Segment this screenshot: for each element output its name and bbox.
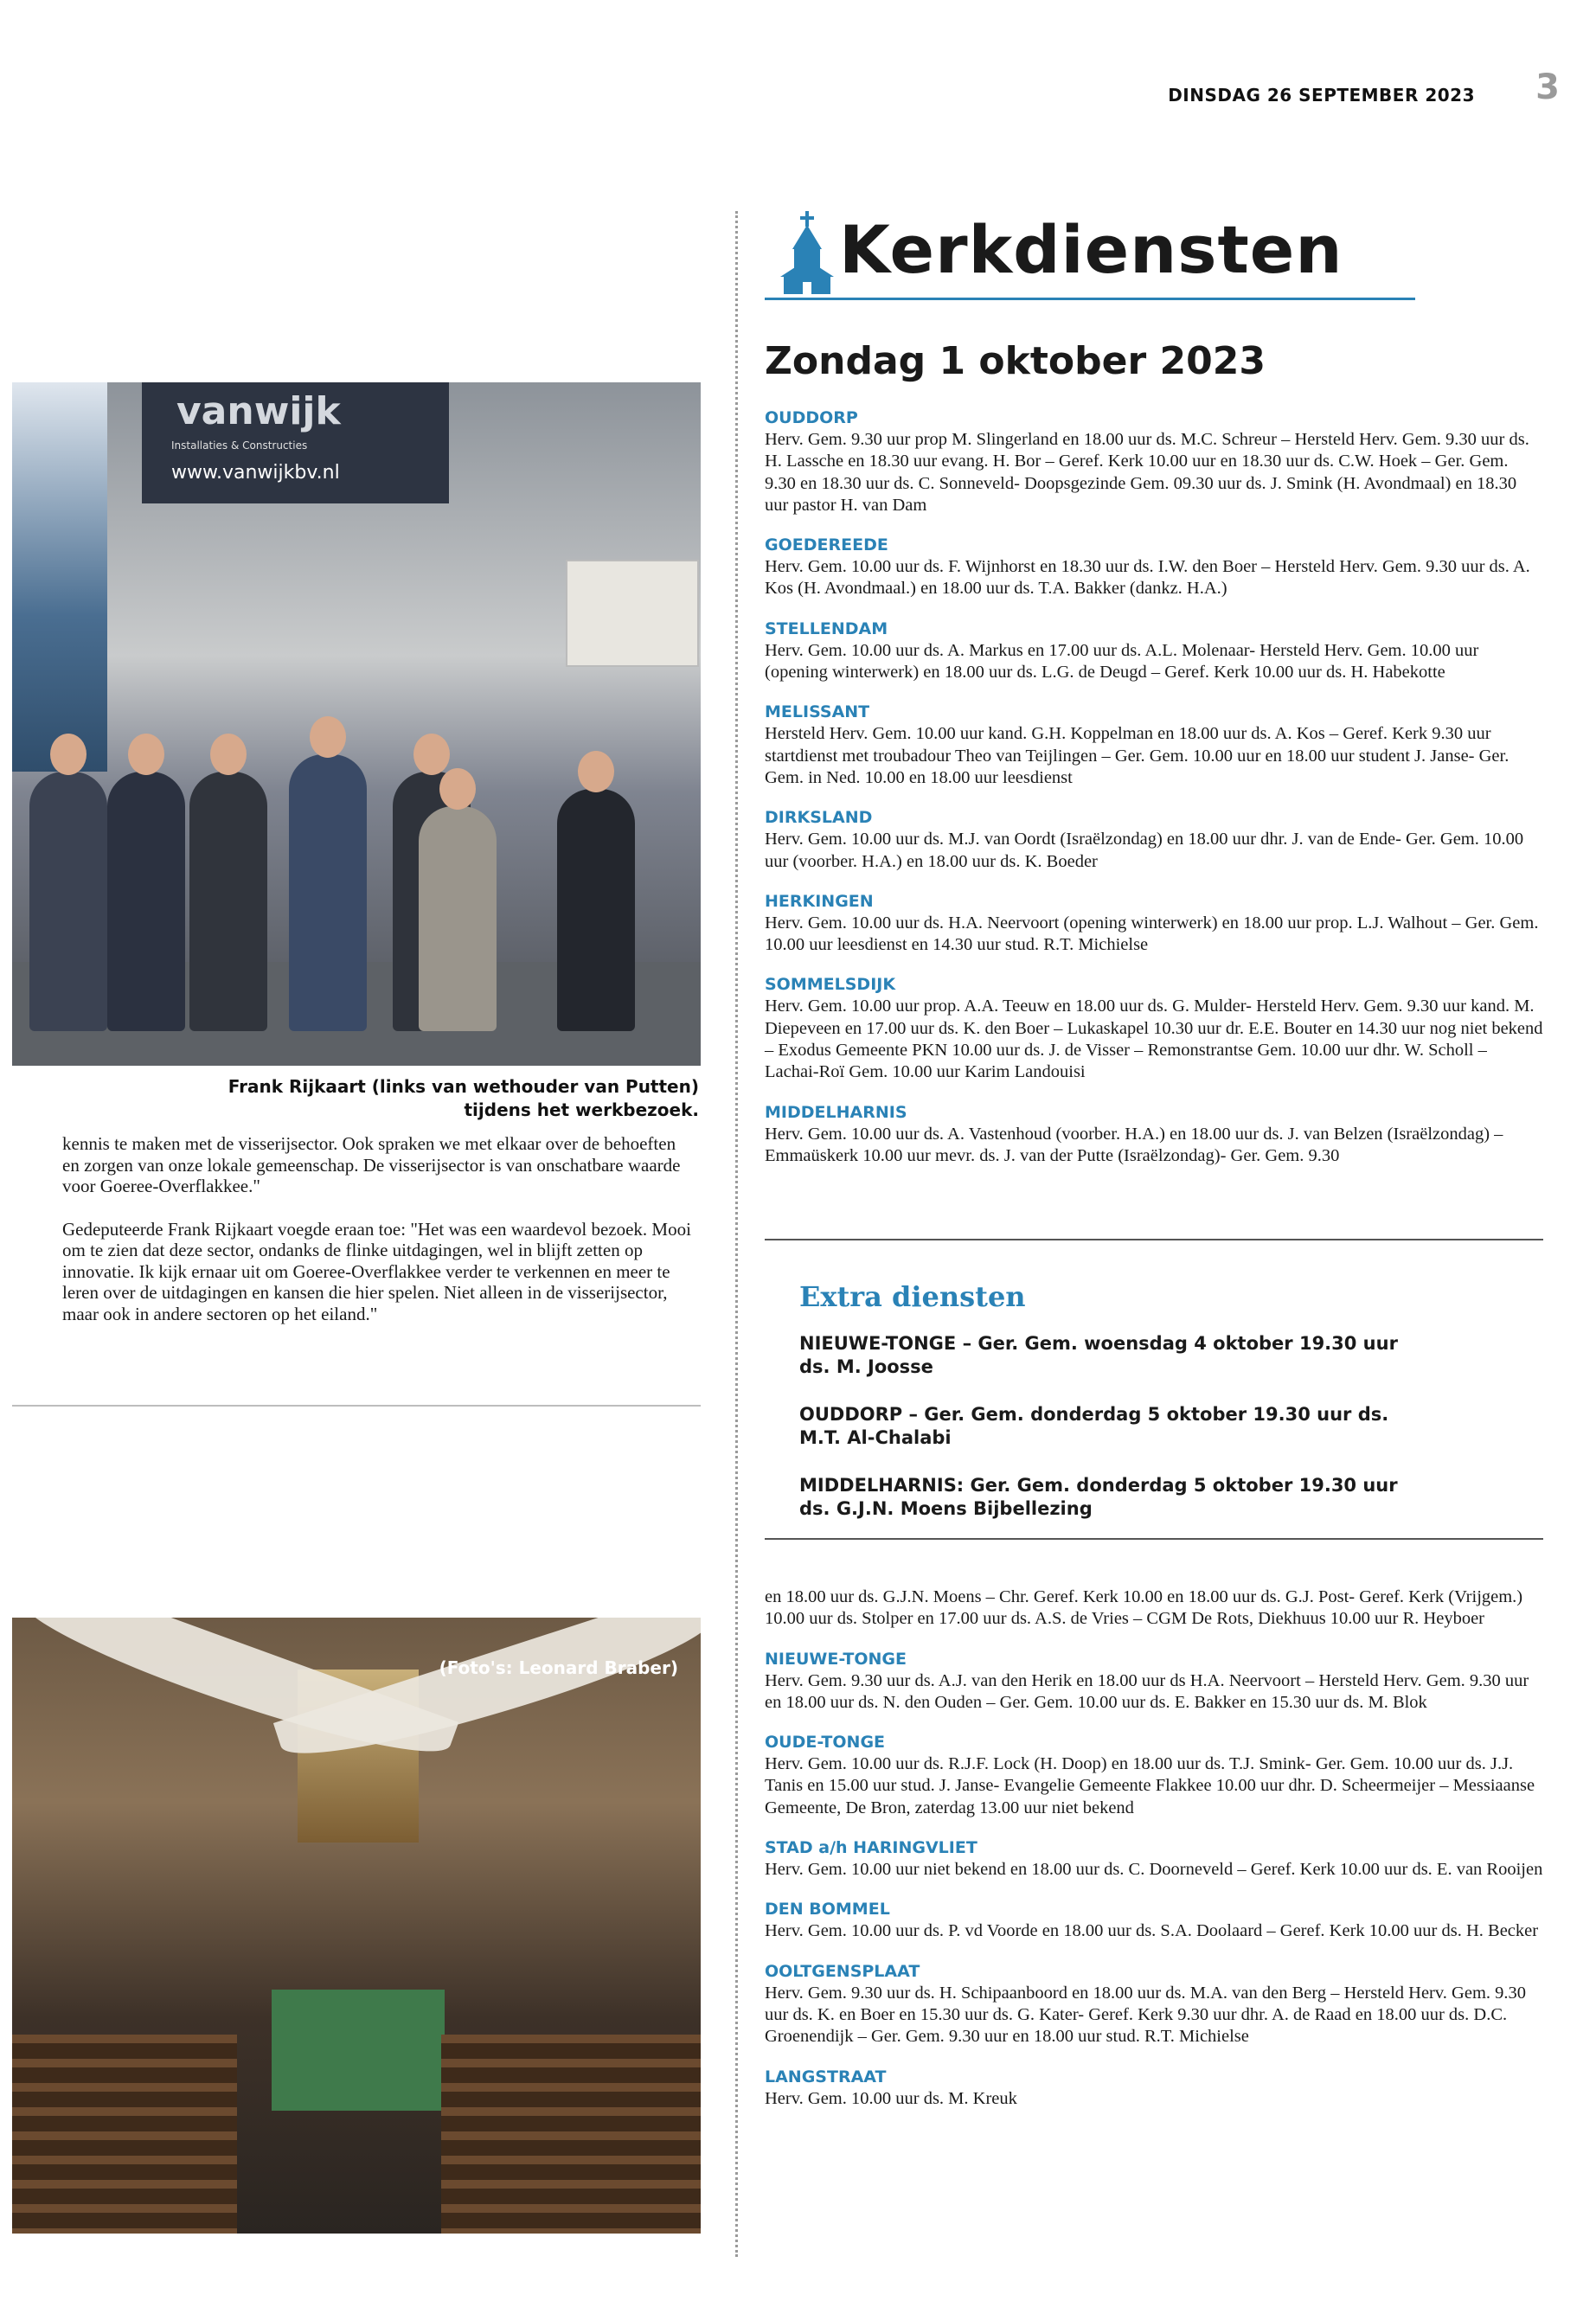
place-name: OOLTGENSPLAAT: [765, 1961, 920, 1981]
service-details: Herv. Gem. 10.00 uur niet bekend en 18.00 uur ds. C. Doorneveld – Geref. Kerk 10.00 uur ds. E. van Rooijen: [765, 1860, 1543, 1880]
header-date: DINSDAG 26 SEPTEMBER 2023: [1168, 85, 1475, 106]
altar: [272, 1990, 445, 2111]
extra-service-item: NIEUWE-TONGE – Ger. Gem. woensdag 4 oktober 19.30 uur ds. M. Joosse: [799, 1333, 1398, 1377]
service-entry: [765, 2066, 1543, 2110]
continued-service-text: en 18.00 uur ds. G.J.N. Moens – Chr. Geref. Kerk 10.00 en 18.00 uur ds. G.J. Post- Geref. Kerk (Vrijgem.) 10.00 uur ds. Stolper en 17.00 uur ds. A.S. de Vries – CGM De Rots, Diekhuus 10.00 uur R. Heyboer: [765, 1587, 1523, 1629]
church-service-photo: [12, 1618, 701, 2234]
service-details: Herv. Gem. 10.00 uur ds. F. Wijnhorst en 18.30 uur ds. I.W. den Boer – Hersteld Herv. Gem. 9.30 uur ds. A. Kos (H. Avondmaal.) en 18.00 uur ds. T.A. Bakker (dankz. H.A.): [765, 557, 1530, 599]
service-details: Herv. Gem. 10.00 uur ds. M. Kreuk: [765, 2088, 1017, 2108]
extra-service-item: MIDDELHARNIS: Ger. Gem. donderdag 5 oktober 19.30 uur ds. G.J.N. Moens Bijbellezing: [799, 1475, 1398, 1519]
person-figure: [189, 772, 267, 1031]
service-details: Herv. Gem. 10.00 uur ds. M.J. van Oordt (Israëlzondag) en 18.00 uur dhr. J. van de Ende- Ger. Gem. 10.00 uur (voorber. H.A.) en 18.00 uur ds. K. Boeder: [765, 830, 1524, 871]
service-entry: [765, 890, 1543, 957]
service-entry: [765, 407, 1543, 516]
place-name: SOMMELSDIJK: [765, 975, 896, 995]
service-entry: [765, 1731, 1543, 1819]
company-banner: [142, 382, 449, 503]
service-details: Herv. Gem. 9.30 uur prop M. Slingerland en 18.00 uur ds. M.C. Schreur – Hersteld Herv. Gem. 9.30 uur ds. H. Lassche en 18.30 uur evang. H. Bor – Geref. Kerk 10.00 uur en 18.30 uur ds. C.W. Hoek – Ger. Gem. 9.30 en 18.30 uur ds. C. Sonneveld- Doopsgezinde Gem. 09.30 uur ds. J. Smink (H. Avondmaal) en 18.30 uur pastor H. van Dam: [765, 430, 1529, 515]
workvisit-photo: [12, 382, 701, 1066]
place-name: DEN BOMMEL: [765, 1900, 890, 1920]
place-name: LANGSTRAAT: [765, 2067, 887, 2086]
place-name: STAD a/h HARINGVLIET: [765, 1838, 977, 1858]
place-name: MELISSANT: [765, 702, 870, 722]
date-heading: Zondag 1 oktober 2023: [765, 339, 1266, 383]
photo-caption: Frank Rijkaart (links van wethouder van Putten) tijdens het werkbezoek.: [228, 1076, 699, 1120]
service-entry: [765, 1648, 1543, 1715]
place-name: MIDDELHARNIS: [765, 1102, 907, 1122]
place-name: HERKINGEN: [765, 891, 874, 911]
service-details: Herv. Gem. 10.00 uur ds. A. Vastenhoud (voorber. H.A.) en 18.00 uur ds. J. van Belzen (Israëlzondag) – Emmaüskerk 10.00 uur mevr. ds. J. van der Putte (Israëlzondag)- Ger. Gem. 9.30: [765, 1124, 1503, 1165]
person-figure: [419, 806, 497, 1031]
service-entry: [765, 973, 1543, 1083]
extra-service-item: OUDDORP – Ger. Gem. donderdag 5 oktober 19.30 uur ds. M.T. Al-Chalabi: [799, 1404, 1389, 1448]
service-details: Hersteld Herv. Gem. 10.00 uur kand. G.H. Koppelman en 18.00 uur ds. A. Kos – Geref. Kerk 9.30 uur startdienst met troubadour Theo van Teijlingen – Ger. Gem. 10.00 uur en 18.00 uur student J. Janse- Ger. Gem. in Ned. 10.00 en 18.00 uur leesdienst: [765, 724, 1509, 787]
article-paragraph: kennis te maken met de visserijsector. Ook spraken we met elkaar over de behoeften en zorgen van onze lokale gemeenschap. De visserijsector is van onschatbare waarde voor Goeree-Overflakkee.": [62, 1133, 681, 1196]
page-number: 3: [1535, 67, 1560, 107]
place-name: OUDDORP: [765, 408, 858, 427]
service-entry: [765, 1960, 1543, 2048]
info-board: [566, 560, 699, 667]
section-rule: [12, 1405, 701, 1407]
services-list-bottom: [765, 1586, 1543, 2127]
service-details: Herv. Gem. 10.00 uur ds. P. vd Voorde en 18.00 uur ds. S.A. Doolaard – Geref. Kerk 10.00 uur ds. H. Becker: [765, 1921, 1539, 1941]
services-list-top: [765, 407, 1543, 1184]
article-paragraph: Gedeputeerde Frank Rijkaart voegde eraan toe: "Het was een waardevol bezoek. Mooi om te zien dat deze sector, ondanks de flinke uitdagingen, wel in blijft zetten op innovatie. Ik kijk ernaar uit om Goeree-Overflakkee verder te verkennen en meer te leren over de uitdagingen en kansen die hier spelen. Niet alleen in de visserijsector, maar ook in andere sectoren op het eiland.": [62, 1218, 691, 1324]
service-entry: [765, 806, 1543, 873]
place-name: GOEDEREEDE: [765, 535, 888, 555]
service-details: Herv. Gem. 10.00 uur ds. R.J.F. Lock (H. Doop) en 18.00 uur ds. T.J. Smink- Ger. Gem. 10.00 uur ds. J.J. Tanis en 15.00 uur stud. J. Janse- Evangelie Gemeente Flakkee 10.00 uur dhr. D. Scheermeijer – Messiaanse Gemeente, De Bron, zaterdag 13.00 uur niet bekend: [765, 1754, 1535, 1817]
photo-credit: (Foto's: Leonard Braber): [439, 1657, 678, 1678]
person-figure: [289, 754, 367, 1031]
section-title: Kerkdiensten: [839, 211, 1343, 288]
banner-url: www.vanwijkbv.nl: [171, 462, 340, 484]
place-name: OUDE-TONGE: [765, 1733, 886, 1753]
service-entry: [765, 701, 1543, 789]
service-details: Herv. Gem. 10.00 uur ds. A. Markus en 17.00 uur ds. A.L. Molenaar- Hersteld Herv. Gem. 10.00 uur (opening winterwerk) en 18.00 uur ds. L.G. de Deugd – Geref. Kerk 10.00 uur ds. H. Habekotte: [765, 640, 1479, 683]
service-details: Herv. Gem. 9.30 uur ds. A.J. van den Herik en 18.00 uur ds H.A. Neervoort – Hersteld Herv. Gem. 9.30 uur en 18.00 uur ds. N. den Ouden – Ger. Gem. 10.00 uur ds. E. Bakker en 15.30 uur ds. M. Blok: [765, 1670, 1529, 1712]
service-entry: [765, 1836, 1543, 1881]
banner-brand: vanwijk: [176, 389, 341, 433]
pews-right: [441, 2035, 701, 2234]
extra-services-title: Extra diensten: [799, 1280, 1026, 1313]
service-entry: [765, 534, 1543, 600]
service-details: Herv. Gem. 10.00 uur prop. A.A. Teeuw en 18.00 uur ds. G. Mulder- Hersteld Herv. Gem. 9.30 uur kand. M. Diepeveen en 17.00 uur ds. K. den Boer – Lukaskapel 10.30 uur dr. E.E. Bouter en 14.30 uur nog niet bekend – Exodus Gemeente PKN 10.00 uur ds. J. de Visser – Remonstrantse Gem. 10.00 uur dhr. W. Scholl – Lachai-Roï Gem. 10.00 uur Karim Landouisi: [765, 997, 1543, 1082]
fishing-ship-poster: [12, 382, 107, 772]
person-figure: [29, 772, 107, 1031]
church-icon: [780, 211, 834, 294]
article-text: [62, 1133, 694, 1346]
person-figure: [557, 789, 635, 1031]
place-name: DIRKSLAND: [765, 808, 873, 828]
service-entry: [765, 1101, 1543, 1168]
extra-services-box: [765, 1239, 1543, 1540]
banner-subtitle: Installaties & Constructies: [171, 439, 308, 452]
service-details: Herv. Gem. 9.30 uur ds. H. Schipaanboord en 18.00 uur ds. M.A. van den Berg – Hersteld Herv. Gem. 9.30 uur ds. K. en Boer en 15.30 uur ds. G. Kater- Geref. Kerk 9.30 uur dhr. A. de Raad en 18.00 uur ds. D.C. Groenendijk – Ger. Gem. 9.30 uur en 18.00 uur stud. R.T. Michielse: [765, 1983, 1527, 2047]
person-figure: [107, 772, 185, 1031]
service-details: Herv. Gem. 10.00 uur ds. H.A. Neervoort (opening winterwerk) en 18.00 uur prop. L.J. Walhout – Ger. Gem. 10.00 uur leesdienst en 14.30 uur stud. R.T. Michielse: [765, 913, 1539, 955]
section-title-block: [765, 208, 1415, 300]
column-divider: [735, 211, 738, 2257]
pews-left: [12, 2035, 237, 2234]
place-name: STELLENDAM: [765, 619, 888, 638]
service-entry: [765, 1898, 1543, 1942]
service-entry: [765, 618, 1543, 684]
place-name: NIEUWE-TONGE: [765, 1649, 907, 1669]
